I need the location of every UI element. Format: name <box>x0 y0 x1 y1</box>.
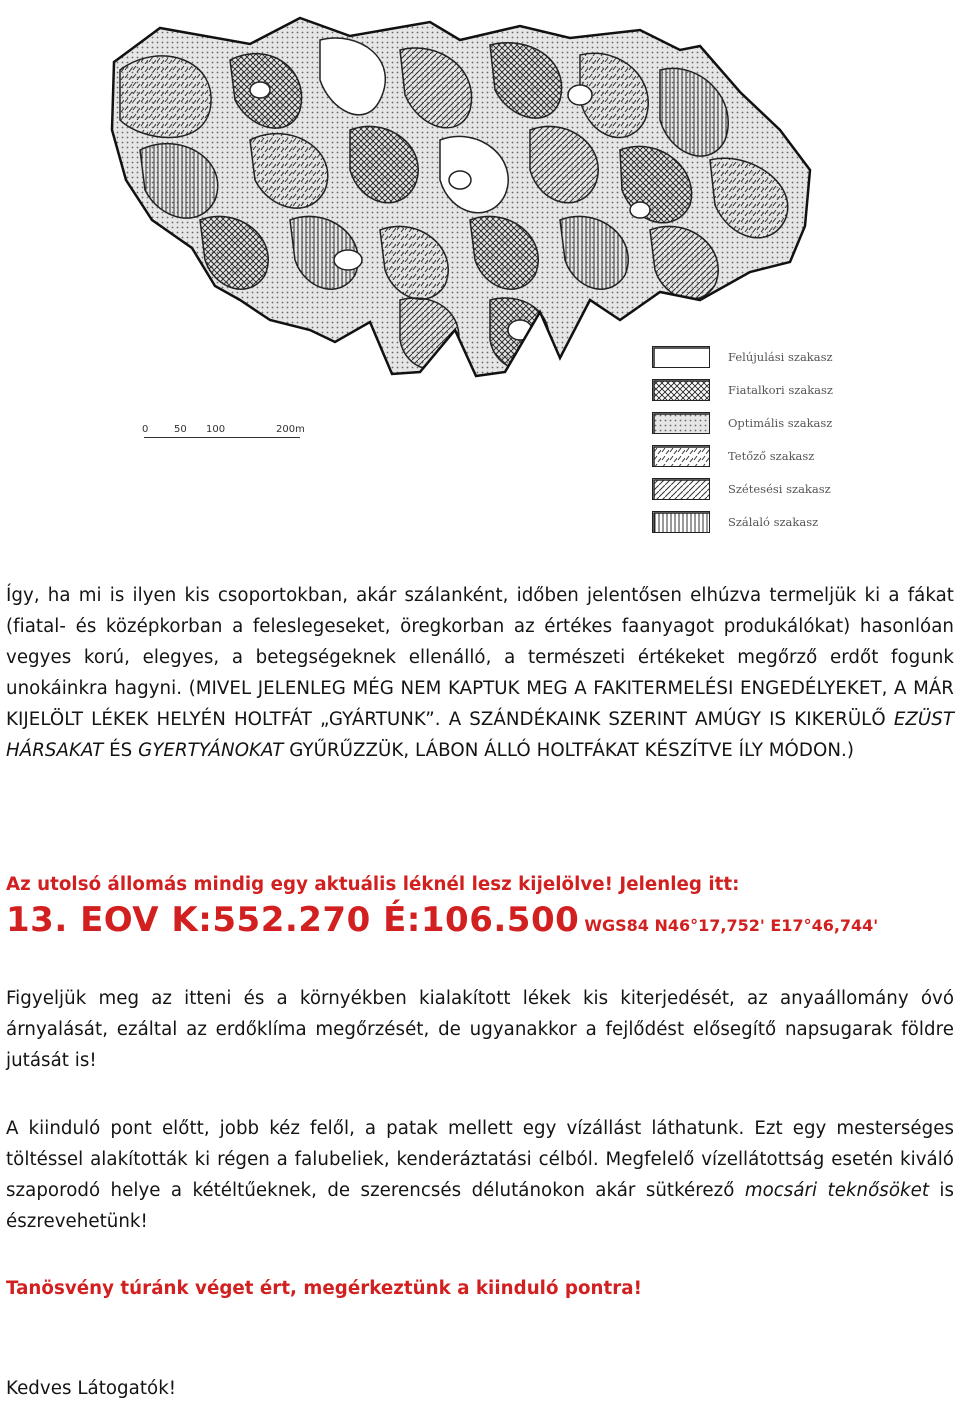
pond-paragraph <box>6 1113 954 1237</box>
legend-item <box>652 346 892 379</box>
legend-swatch-crosshatch <box>652 379 710 401</box>
scale-label-100: 100 <box>206 424 226 435</box>
scale-label-200m: 200m <box>276 424 305 435</box>
intro-text-part3: GYŰRŰZZÜK, LÁBON ÁLLÓ HOLTFÁKAT KÉSZÍTVE ÍLY MÓDON.) <box>283 740 854 761</box>
tour-end-note: Tanösvény túránk véget ért, megérkeztünk a kiinduló pontra! <box>6 1278 642 1299</box>
legend-swatch-dots <box>652 412 710 434</box>
legend-item <box>652 478 892 511</box>
map-scale-bar <box>140 424 320 446</box>
legend-item <box>652 511 892 544</box>
legend-label: Szálaló szakasz <box>728 515 819 529</box>
eov-coordinates: 13. EOV K:552.270 É:106.500 <box>6 900 580 940</box>
legend-swatch-blank <box>652 346 710 368</box>
greeting: Kedves Látogatók! <box>6 1378 177 1399</box>
legend-item <box>652 379 892 412</box>
legend-label: Optimális szakasz <box>728 416 833 430</box>
pond-text-part1: A kiinduló pont előtt, jobb kéz felől, a patak mellett egy vízállást láthatunk. Ezt egy mesterséges töltéssel alakították ki régen a falubeliek, kenderáztatási célból. Megfelelő vízellátottság esetén kiváló szaporodó helye a kétéltűeknek, de szerencsés délutánokon akár sütkérező <box>6 1118 954 1201</box>
legend-swatch-vertical <box>652 511 710 533</box>
legend-label: Szétesési szakasz <box>728 482 831 496</box>
intro-italic-hornbeam: GYERTYÁNOKAT <box>138 740 284 761</box>
intro-paragraph <box>6 580 954 766</box>
legend-item <box>652 412 892 445</box>
legend-swatch-diagonal <box>652 478 710 500</box>
intro-text-part1: Így, ha mi is ilyen kis csoportokban, akár szálanként, időben jelentősen elhúzva termeljük ki a fákat (fiatal- és középkorban a feleslegeseket, öregkorban az értékes faanyagot produkálókat) hasonlóan vegyes korú, elegyes, a betegségeknek ellenálló, a természeti értékeket megőrző erdőt fogunk unokáinkra hagyni. (MIVEL JELENLEG MÉG NEM KAPTUK MEG A FAKITERMELÉSI ENGEDÉLYEKET, A MÁR KIJELÖLT LÉKEK HELYÉN HOLTFÁT „GYÁRTUNK”. A SZÁNDÉKAINK SZERINT AMÚGY IS KIKERÜLŐ <box>6 585 954 730</box>
station-coordinates <box>6 900 878 940</box>
legend-label: Tetőző szakasz <box>728 449 815 463</box>
pond-text-part2: is észrevehetünk! <box>6 1180 955 1232</box>
legend-label: Fiatalkori szakasz <box>728 383 833 397</box>
scale-label-0: 0 <box>142 424 149 435</box>
gap-observation-paragraph: Figyeljük meg az itteni és a környékben kialakított lékek kis kiterjedését, az anyaállomány óvó árnyalását, ezáltal az erdőklíma megőrzését, de ugyanakkor a fejlődést elősegítő napsugarak földre jutását is! <box>6 988 954 1071</box>
scale-label-50: 50 <box>174 424 187 435</box>
legend-swatch-dashes <box>652 445 710 467</box>
wgs84-coordinates: WGS84 N46°17,752' E17°46,744' <box>584 916 879 935</box>
pond-italic-turtles: mocsári teknősöket <box>744 1180 929 1201</box>
legend-item <box>652 445 892 478</box>
station-note: Az utolsó állomás mindig egy aktuális léknél lesz kijelölve! Jelenleg itt: <box>6 874 740 895</box>
intro-italic-silver-linden: EZÜST HÁRSAKAT <box>6 709 954 761</box>
legend-label: Felújulási szakasz <box>728 350 833 364</box>
intro-text-part2: ÉS <box>103 740 139 761</box>
map-legend <box>652 346 892 544</box>
